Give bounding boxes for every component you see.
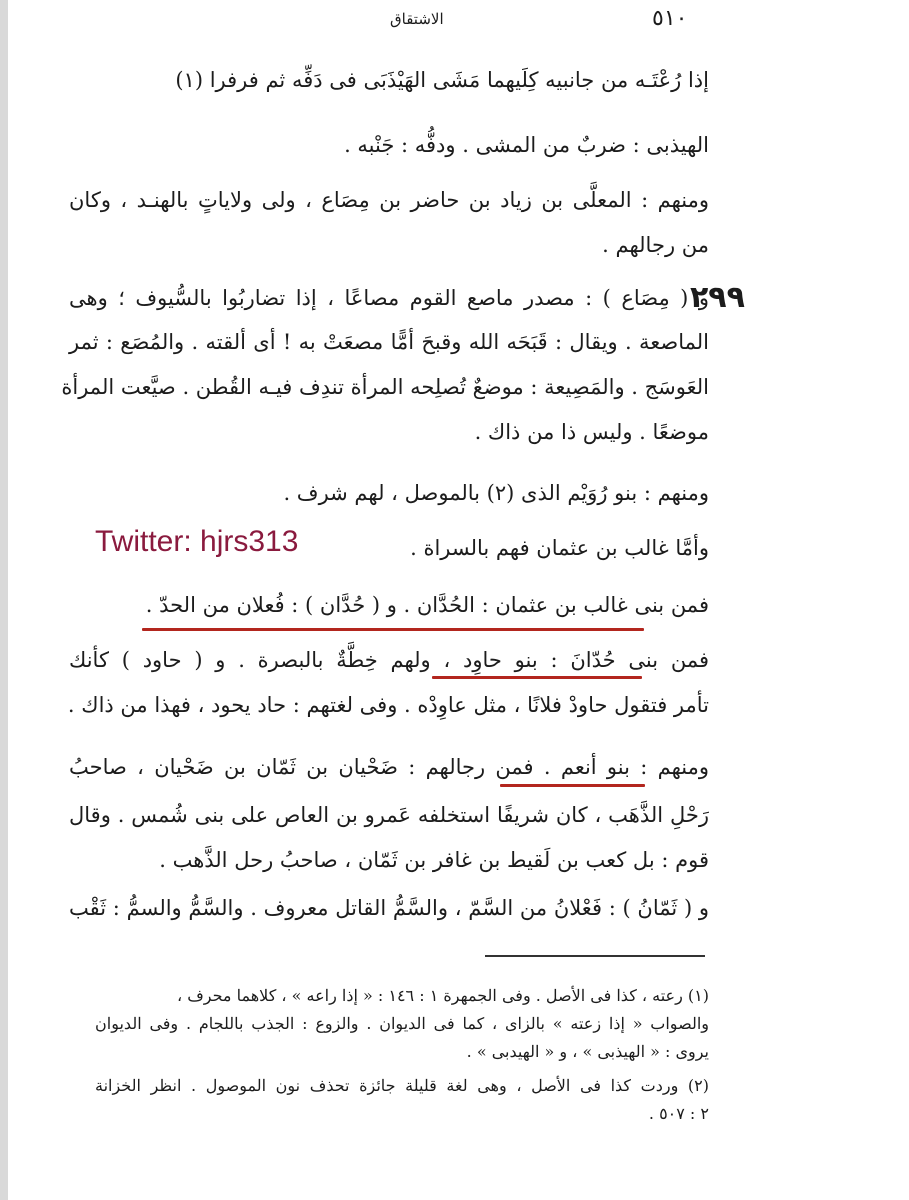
- text-line: قوم : بل كعب بن لَقيط بن غافر بن ثَمّان ، صاحبُ رحل الذَّهب .: [159, 848, 709, 872]
- page-header: [60, 6, 700, 36]
- page-number: ٥١٠: [652, 6, 688, 31]
- red-underline: [432, 676, 642, 679]
- text-line: و ( مِصَاع ) : مصدر ماصع القوم مصاعًا ، إذا تضاربُوا بالسُّيوف ؛ وهى: [69, 286, 709, 310]
- text-line: العَوسَج . والمَصِيعة : موضعٌ تُصلِحه المرأة تندِف فيـه القُطن . صيَّعت المرأة: [61, 375, 709, 399]
- text-line: من رجالهم .: [602, 233, 709, 257]
- page-edge-shadow: [0, 0, 8, 1200]
- text-line-highlighted: ومنهم : بنو أنعم . فمن رجالهم : ضَحْيان بن ثَمّان بن ضَحْيان ، صاحبُ: [69, 755, 709, 779]
- verse-line: إذا رُعْتَـه من جانبيه كِلَيهما مَشَى الهَيْذَبَى فى دَفِّه ثم فرفرا (١): [175, 68, 709, 92]
- red-underline: [142, 628, 644, 631]
- footnote-line: (١) رعته ، كذا فى الأصل . وفى الجمهرة ١ : ١٤٦ : « إذا راعه » ، كلاهما محرف ،: [176, 986, 709, 1005]
- footnote-line: (٢) وردت كذا فى الأصل ، وهى لغة قليلة جائزة تحذف نون الموصول . انظر الخزانة: [95, 1076, 709, 1095]
- footnote-line: يروى : « الهيذبى » ، و « الهيدبى » .: [466, 1042, 709, 1061]
- text-line: تأمر فتقول حاودْ فلانًا ، مثل عاوِدْه . وفى لغتهم : حاد يحود ، فهذا من ذاك .: [67, 693, 709, 717]
- text-line: و ( ثَمّانُ ) : فَعْلانُ من السَّمّ ، والسَّمُّ القاتل معروف . والسَّمُّ والسمُّ : ثَقْب: [69, 896, 709, 920]
- text-line: الهيذبى : ضربٌ من المشى . ودفُّه : جَنْبه .: [344, 133, 709, 157]
- text-line: ومنهم : المعلَّى بن زياد بن حاضر بن مِصَاع ، ولى ولاياتٍ بالهنـد ، وكان: [69, 188, 709, 212]
- running-title: الاشتقاق: [390, 10, 444, 28]
- text-line: رَحْلِ الذَّهَب ، كان شريفًا استخلفه عَمرو بن العاص على بنى شُمس . وقال: [69, 803, 709, 827]
- red-underline: [500, 784, 645, 787]
- footnote-line: ٢ : ٥٠٧ .: [648, 1104, 709, 1123]
- text-line: وأمَّا غالب بن عثمان فهم بالسراة .: [410, 536, 709, 560]
- text-line: موضعًا . وليس ذا من ذاك .: [474, 420, 709, 444]
- section-number: ٢٩٩: [690, 280, 745, 315]
- footnote-line: والصواب « إذا زعته » بالزاى ، كما فى الديوان . والزوع : الجذب باللجام . وفى الديوان: [95, 1014, 709, 1033]
- text-line: الماصعة . ويقال : قَبَحَه الله وقبحَ أمًّا مصعَتْ به ! أى ألقته . والمُصَع : ثمر: [69, 330, 709, 354]
- twitter-watermark: Twitter: hjrs313: [95, 525, 299, 558]
- text-line-highlighted: فمن بنى حُدّانَ : بنو حاوِد ، ولهم خِطَّةٌ بالبصرة . و ( حاود ) كأنك: [69, 648, 709, 672]
- text-line: ومنهم : بنو رُوَيْم الذى (٢) بالموصل ، لهم شرف .: [283, 481, 709, 505]
- text-line-highlighted: فمن بنى غالب بن عثمان : الحُدَّان . و ( حُدَّان ) : فُعلان من الحدّ .: [145, 593, 709, 617]
- footnote-separator: [485, 955, 705, 957]
